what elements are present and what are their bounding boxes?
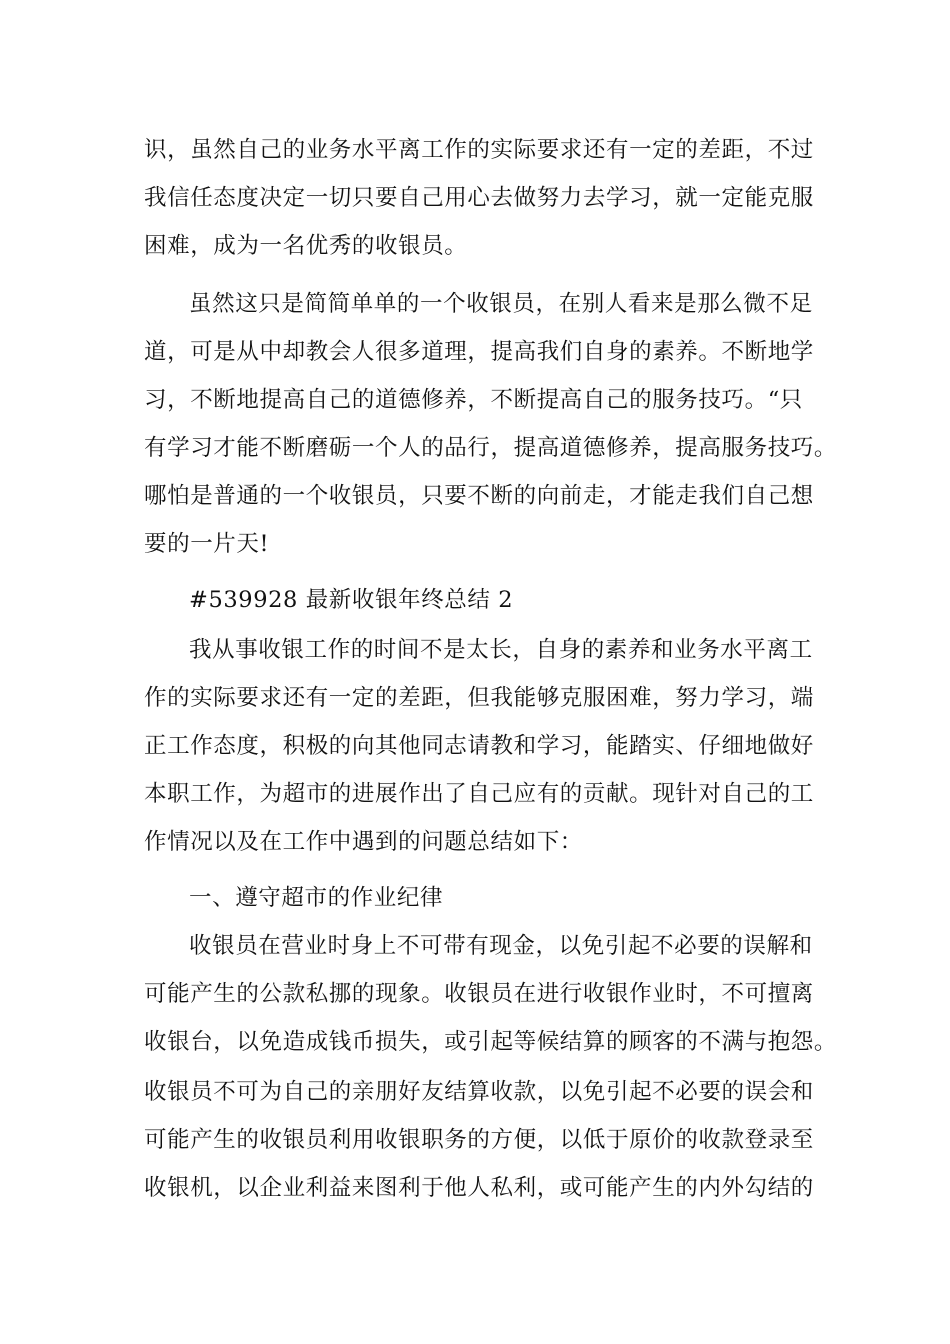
text-line: 有学习才能不断磨砺一个人的品行，提高道德修养，提高服务技巧。 bbox=[144, 435, 838, 461]
text-line: 正工作态度，积极的向其他同志请教和学习，能踏实、仔细地做好 bbox=[144, 733, 814, 759]
text-line: 习，不断地提高自己的道德修养，不断提高自己的服务技巧。“只 bbox=[144, 387, 803, 413]
section-heading: #539928 最新收银年终总结 2 bbox=[189, 587, 514, 613]
paragraph-first-line: 收银员在营业时身上不可带有现金，以免引起不必要的误解和 bbox=[189, 933, 813, 959]
text-line: 要的一片天! bbox=[144, 531, 270, 557]
text-line: 作情况以及在工作中遇到的问题总结如下： bbox=[144, 829, 583, 855]
text-line: 收银台，以免造成钱币损失，或引起等候结算的顾客的不满与抱怨。 bbox=[144, 1029, 838, 1055]
text-line: 识，虽然自己的业务水平离工作的实际要求还有一定的差距，不过 bbox=[144, 137, 814, 163]
text-line: 可能产生的公款私挪的现象。收银员在进行收银作业时，不可擅离 bbox=[144, 981, 814, 1007]
text-line: 困难，成为一名优秀的收银员。 bbox=[144, 233, 468, 259]
text-line: 哪怕是普通的一个收银员，只要不断的向前走，才能走我们自己想 bbox=[144, 483, 814, 509]
paragraph-first-line: 虽然这只是简简单单的一个收银员，在别人看来是那么微不足 bbox=[189, 291, 813, 317]
section-heading: 一、遵守超市的作业纪律 bbox=[189, 885, 444, 911]
text-line: 收银机，以企业利益来图利于他人私利，或可能产生的内外勾结的 bbox=[144, 1175, 814, 1201]
text-line: 本职工作，为超市的进展作出了自己应有的贡献。现针对自己的工 bbox=[144, 781, 814, 807]
text-line: 我信任态度决定一切只要自己用心去做努力去学习，就一定能克服 bbox=[144, 185, 814, 211]
text-line: 道，可是从中却教会人很多道理，提高我们自身的素养。不断地学 bbox=[144, 339, 814, 365]
text-line: 收银员不可为自己的亲朋好友结算收款，以免引起不必要的误会和 bbox=[144, 1079, 814, 1105]
paragraph-first-line: 我从事收银工作的时间不是太长，自身的素养和业务水平离工 bbox=[189, 637, 813, 663]
text-line: 作的实际要求还有一定的差距，但我能够克服困难，努力学习，端 bbox=[144, 685, 814, 711]
text-line: 可能产生的收银员利用收银职务的方便，以低于原价的收款登录至 bbox=[144, 1127, 814, 1153]
